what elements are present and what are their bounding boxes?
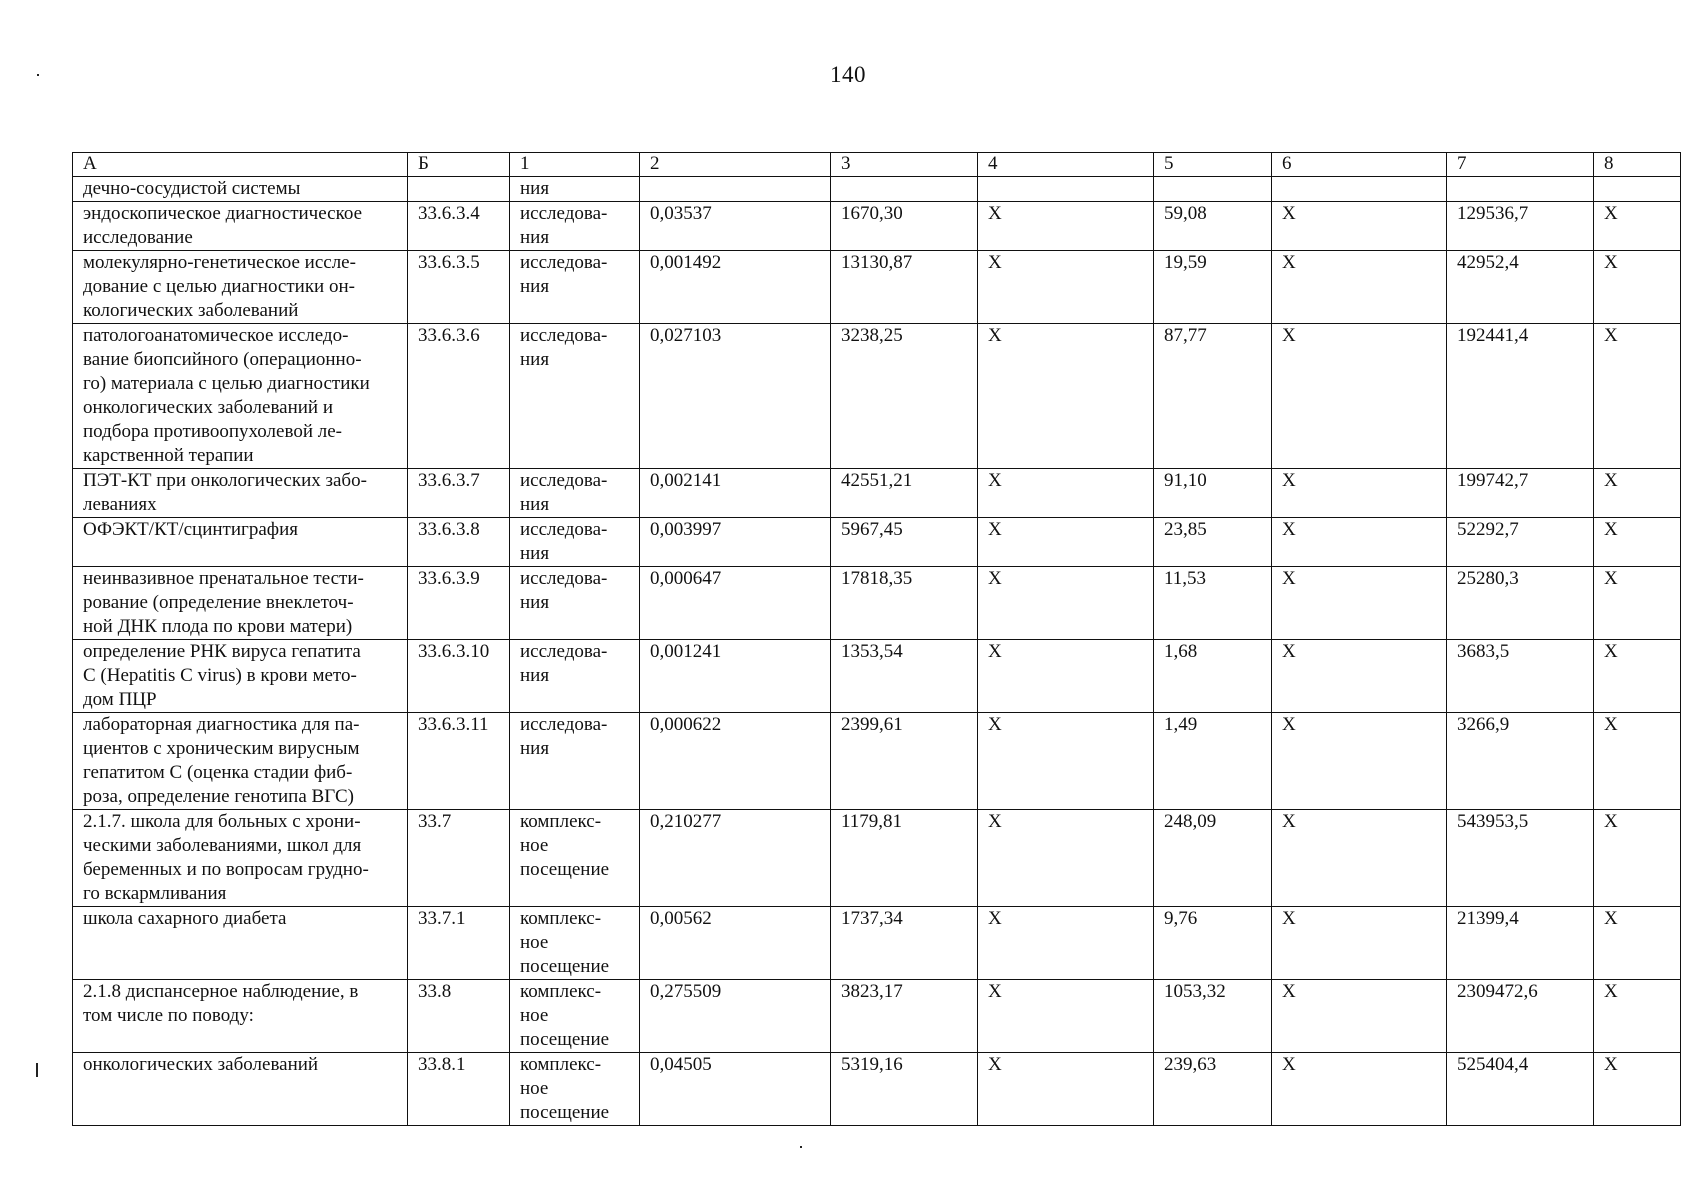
table-cell: Х — [1272, 202, 1447, 251]
table-cell: 0,00562 — [640, 907, 831, 980]
scan-speck-left-edge — [36, 1063, 38, 1077]
scan-speck-bottom — [800, 1146, 802, 1148]
table-cell: исследова- ния — [510, 518, 640, 567]
column-header-1: А — [73, 153, 408, 177]
table-cell: 33.6.3.11 — [408, 713, 510, 810]
table-row — [73, 907, 1681, 980]
table-cell — [1154, 177, 1272, 202]
table-cell: 9,76 — [1154, 907, 1272, 980]
table-cell: 2309472,6 — [1447, 980, 1594, 1053]
table-cell: 129536,7 — [1447, 202, 1594, 251]
column-header-10: 8 — [1594, 153, 1681, 177]
table-cell: Х — [1594, 640, 1681, 713]
table-cell: Х — [1594, 518, 1681, 567]
table-cell — [1272, 177, 1447, 202]
table-cell: 33.7 — [408, 810, 510, 907]
page-number: 140 — [830, 62, 866, 87]
table-cell: Х — [1272, 1053, 1447, 1126]
table-cell: Х — [978, 469, 1154, 518]
table-cell: Х — [978, 251, 1154, 324]
table-cell: 2.1.7. школа для больных с хрони- ческими заболеваниями, школ для беременных и по вопросам грудно- го вскармливания — [73, 810, 408, 907]
table-row — [73, 518, 1681, 567]
table-cell: 248,09 — [1154, 810, 1272, 907]
data-table — [72, 152, 1681, 1126]
table-row — [73, 713, 1681, 810]
column-header-5: 3 — [831, 153, 978, 177]
table-cell: Х — [1272, 640, 1447, 713]
table-cell: Х — [1594, 324, 1681, 469]
table-cell: 0,275509 — [640, 980, 831, 1053]
table-cell: лабораторная диагностика для па- циентов с хроническим вирусным гепатитом С (оценка стадии фиб- роза, определение генотипа ВГС) — [73, 713, 408, 810]
table-cell: 33.6.3.8 — [408, 518, 510, 567]
table-row — [73, 202, 1681, 251]
table-cell: 1353,54 — [831, 640, 978, 713]
table-cell: 19,59 — [1154, 251, 1272, 324]
table-cell: исследова- ния — [510, 202, 640, 251]
table-cell: Х — [1594, 907, 1681, 980]
table-row — [73, 640, 1681, 713]
column-header-4: 2 — [640, 153, 831, 177]
table-cell — [408, 177, 510, 202]
table-cell: 0,000647 — [640, 567, 831, 640]
table-cell: 1053,32 — [1154, 980, 1272, 1053]
table-cell: Х — [1272, 810, 1447, 907]
table-cell: 0,001241 — [640, 640, 831, 713]
table-cell: Х — [978, 810, 1154, 907]
table-cell: исследова- ния — [510, 640, 640, 713]
table-row — [73, 980, 1681, 1053]
table-cell: 3823,17 — [831, 980, 978, 1053]
table-cell: исследова- ния — [510, 469, 640, 518]
table-row — [73, 177, 1681, 202]
table-cell: Х — [1272, 713, 1447, 810]
table-cell: 3683,5 — [1447, 640, 1594, 713]
table-cell: 199742,7 — [1447, 469, 1594, 518]
table-cell: 2.1.8 диспансерное наблюдение, в том числе по поводу: — [73, 980, 408, 1053]
table-cell: исследова- ния — [510, 713, 640, 810]
table-cell: Х — [1594, 980, 1681, 1053]
table-cell: патологоанатомическое исследо- вание биопсийного (операционно- го) материала с целью диагностики онкологических заболеваний и подбора противоопухолевой ле- карственной терапии — [73, 324, 408, 469]
table-cell: 525404,4 — [1447, 1053, 1594, 1126]
table-cell: комплекс- ное посещение — [510, 1053, 640, 1126]
table-cell: 1737,34 — [831, 907, 978, 980]
table-cell: Х — [978, 907, 1154, 980]
table-cell: 33.6.3.10 — [408, 640, 510, 713]
table-cell: онкологических заболеваний — [73, 1053, 408, 1126]
table-cell: Х — [1594, 251, 1681, 324]
table-cell: 91,10 — [1154, 469, 1272, 518]
table-cell: Х — [978, 640, 1154, 713]
table-cell: 33.6.3.6 — [408, 324, 510, 469]
table-cell: 5967,45 — [831, 518, 978, 567]
table-cell: Х — [978, 980, 1154, 1053]
table-cell: 1670,30 — [831, 202, 978, 251]
table-cell: молекулярно-генетическое иссле- дование с целью диагностики он- кологических заболеваний — [73, 251, 408, 324]
table-cell: 33.6.3.9 — [408, 567, 510, 640]
table-cell: 13130,87 — [831, 251, 978, 324]
table-row — [73, 810, 1681, 907]
table-cell: 5319,16 — [831, 1053, 978, 1126]
table-cell: 33.8.1 — [408, 1053, 510, 1126]
table-cell: Х — [1272, 907, 1447, 980]
table-cell: ния — [510, 177, 640, 202]
column-header-2: Б — [408, 153, 510, 177]
table-cell: 23,85 — [1154, 518, 1272, 567]
table-cell: Х — [1594, 469, 1681, 518]
table-cell: Х — [1272, 980, 1447, 1053]
table-cell: 1179,81 — [831, 810, 978, 907]
table-cell: 1,68 — [1154, 640, 1272, 713]
table-cell: комплекс- ное посещение — [510, 907, 640, 980]
table-cell: Х — [1594, 1053, 1681, 1126]
table-cell: 17818,35 — [831, 567, 978, 640]
table-cell: Х — [1272, 469, 1447, 518]
table-cell: Х — [978, 518, 1154, 567]
column-header-8: 6 — [1272, 153, 1447, 177]
table-row — [73, 251, 1681, 324]
table-cell: 0,210277 — [640, 810, 831, 907]
table-cell: 0,000622 — [640, 713, 831, 810]
table-cell: 1,49 — [1154, 713, 1272, 810]
table-cell: комплекс- ное посещение — [510, 980, 640, 1053]
table-cell — [1594, 177, 1681, 202]
table-cell: 33.6.3.4 — [408, 202, 510, 251]
table-cell: неинвазивное пренатальное тести- рование (определение внеклеточ- ной ДНК плода по крови матери) — [73, 567, 408, 640]
table-cell: исследова- ния — [510, 567, 640, 640]
table-cell: 0,003997 — [640, 518, 831, 567]
table-cell: Х — [1272, 518, 1447, 567]
table-row — [73, 469, 1681, 518]
table-cell: 3266,9 — [1447, 713, 1594, 810]
table-cell: 59,08 — [1154, 202, 1272, 251]
table-cell: 33.7.1 — [408, 907, 510, 980]
scan-speck-left-top — [37, 74, 39, 76]
table-cell: дечно-сосудистой системы — [73, 177, 408, 202]
table-row — [73, 324, 1681, 469]
table-cell — [640, 177, 831, 202]
table-cell: Х — [978, 324, 1154, 469]
table-cell: Х — [1594, 713, 1681, 810]
table-cell: 543953,5 — [1447, 810, 1594, 907]
table-cell: Х — [1272, 324, 1447, 469]
table-cell: определение РНК вируса гепатита C (Hepatitis C virus) в крови мето- дом ПЦР — [73, 640, 408, 713]
table-cell: исследова- ния — [510, 324, 640, 469]
table-cell: 42952,4 — [1447, 251, 1594, 324]
table-cell: 21399,4 — [1447, 907, 1594, 980]
table-cell: 192441,4 — [1447, 324, 1594, 469]
table-cell: 0,04505 — [640, 1053, 831, 1126]
table-cell: исследова- ния — [510, 251, 640, 324]
column-header-3: 1 — [510, 153, 640, 177]
table-cell: Х — [1594, 567, 1681, 640]
table-cell: Х — [1594, 810, 1681, 907]
table-cell: 0,027103 — [640, 324, 831, 469]
table-cell — [1447, 177, 1594, 202]
table-cell: школа сахарного диабета — [73, 907, 408, 980]
table-cell: 25280,3 — [1447, 567, 1594, 640]
table-cell: комплекс- ное посещение — [510, 810, 640, 907]
table-cell: эндоскопическое диагностическое исследование — [73, 202, 408, 251]
table-cell: 3238,25 — [831, 324, 978, 469]
table-cell: ОФЭКТ/КТ/сцинтиграфия — [73, 518, 408, 567]
table-cell — [978, 177, 1154, 202]
table-cell: 52292,7 — [1447, 518, 1594, 567]
table-cell: 33.8 — [408, 980, 510, 1053]
table-cell: 239,63 — [1154, 1053, 1272, 1126]
table-row — [73, 1053, 1681, 1126]
table-cell: Х — [1272, 251, 1447, 324]
table-cell: 0,001492 — [640, 251, 831, 324]
table-cell: Х — [1272, 567, 1447, 640]
column-header-7: 5 — [1154, 153, 1272, 177]
table-cell: 0,002141 — [640, 469, 831, 518]
table-cell: 87,77 — [1154, 324, 1272, 469]
table-row — [73, 567, 1681, 640]
column-header-6: 4 — [978, 153, 1154, 177]
table-cell — [831, 177, 978, 202]
table-cell: 42551,21 — [831, 469, 978, 518]
table-cell: Х — [978, 567, 1154, 640]
table-cell: 2399,61 — [831, 713, 978, 810]
table-cell: Х — [978, 713, 1154, 810]
table-cell: 33.6.3.7 — [408, 469, 510, 518]
table-cell: 0,03537 — [640, 202, 831, 251]
table-cell: Х — [1594, 202, 1681, 251]
table-cell: Х — [978, 1053, 1154, 1126]
table-cell: ПЭТ-КТ при онкологических забо- леваниях — [73, 469, 408, 518]
table-header-row — [73, 153, 1681, 177]
column-header-9: 7 — [1447, 153, 1594, 177]
table-cell: 11,53 — [1154, 567, 1272, 640]
table-cell: 33.6.3.5 — [408, 251, 510, 324]
table-cell: Х — [978, 202, 1154, 251]
